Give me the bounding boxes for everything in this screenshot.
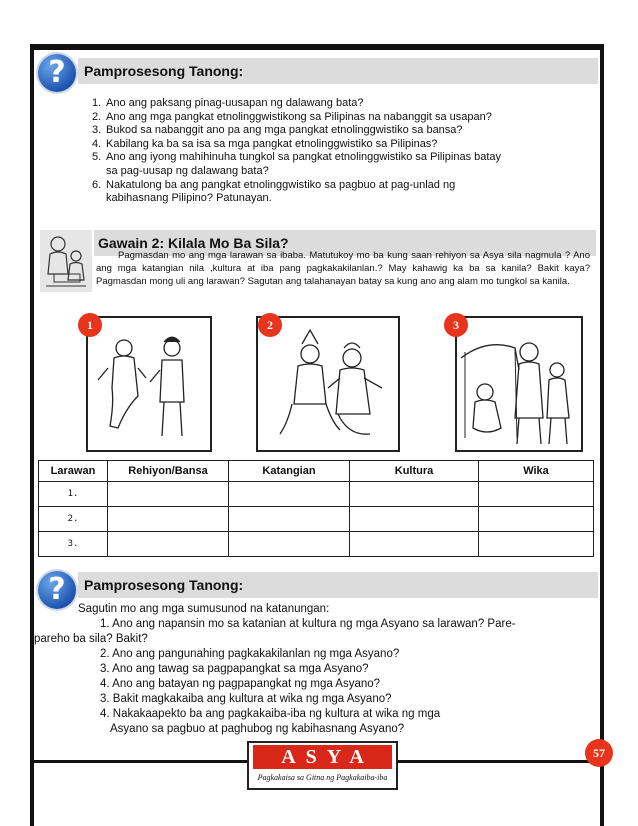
section2-question: 2. Ano ang pangunahing pagkakakilanlan ng mga Asyano? <box>100 648 400 660</box>
asya-logo <box>247 741 398 790</box>
picture-2-number: 2 <box>258 313 282 337</box>
gawain-heading: Gawain 2: Kilala Mo Ba Sila? <box>94 230 596 256</box>
answer-cell[interactable] <box>479 482 594 507</box>
question-item: 4. Kabilang ka ba sa isa sa mga pangkat etnolinggwistiko sa Pilipinas? <box>92 137 438 150</box>
picture-1-frame <box>86 316 212 452</box>
section2-question-1-line2: pareho ba sila? Bakit? <box>34 633 148 645</box>
column-header: Kultura <box>350 461 479 482</box>
question-item: 2. Ano ang mga pangkat etnolinggwistikong sa Pilipinas na nabanggit sa usapan? <box>92 110 492 123</box>
section1-heading: Pamprosesong Tanong: <box>78 58 598 84</box>
section2-question-continued: Asyano sa pagbuo at paghubog ng kabihasnang Asyano? <box>110 723 405 735</box>
table-row <box>39 482 594 507</box>
answer-cell[interactable] <box>350 532 479 557</box>
table-header-row <box>39 461 594 482</box>
section2-question: 3. Ano ang tawag sa pagpapangkat sa mga Asyano? <box>100 663 369 675</box>
answer-table <box>38 460 594 557</box>
row-number: 1. <box>39 482 108 507</box>
logo-title: ASYA <box>253 745 392 769</box>
question-mark-icon: ? <box>38 54 76 92</box>
picture-3-frame <box>455 316 583 452</box>
gawain-instructions: Pagmasdan mo ang mga larawan sa ibaba. Matutukoy mo ba kung saan rehiyon sa Asya sila nagmula ? Ano ang mga katangian nila ,kultura at iba pang pagkakakilanlan.? May kahawig ka ba sa kanila? Bakit kaya? Pagmasdan mong uli ang larawan? Sagutan ang talahanayan batay sa kung ano ang alam mo tungkol sa kanila. <box>96 250 590 287</box>
answer-cell[interactable] <box>108 482 229 507</box>
picture-3-number: 3 <box>444 313 468 337</box>
reading-family-illustration <box>40 230 92 292</box>
section2-heading: Pamprosesong Tanong: <box>78 572 598 598</box>
table-row <box>39 532 594 557</box>
answer-cell[interactable] <box>108 532 229 557</box>
question-item: 6. Nakatulong ba ang pangkat etnolinggwistiko sa pagbuo at pag-unlad ng kabihasnang Pilipino? Patunayan. <box>92 178 456 205</box>
question-item: 5. Ano ang iyong mahihinuha tungkol sa pangkat etnolinggwistiko sa Pilipinas batay sa pag-uusap ng dalawang bata? <box>92 151 502 177</box>
answer-cell[interactable] <box>229 532 350 557</box>
column-header: Wika <box>479 461 594 482</box>
logo-subtitle: Pagkakaisa sa Gitna ng Pagkakaiba-iba <box>257 773 388 782</box>
row-number: 2. <box>39 507 108 532</box>
page-border-top <box>30 44 604 50</box>
page-border-right <box>600 44 604 826</box>
page-border-left <box>30 44 34 826</box>
question-item: 3. Bukod sa nabanggit ano pa ang mga pangkat etnolinggwistiko sa bansa? <box>92 124 463 137</box>
answer-cell[interactable] <box>229 482 350 507</box>
question-item: 1. Ano ang paksang pinag-uusapan ng dalawang bata? <box>92 97 364 109</box>
column-header: Larawan <box>39 461 108 482</box>
answer-cell[interactable] <box>108 507 229 532</box>
column-header: Katangian <box>229 461 350 482</box>
answer-cell[interactable] <box>350 507 479 532</box>
answer-cell[interactable] <box>229 507 350 532</box>
picture-1-number: 1 <box>78 313 102 337</box>
column-header: Rehiyon/Bansa <box>108 461 229 482</box>
answer-cell[interactable] <box>479 532 594 557</box>
picture-2-frame <box>256 316 400 452</box>
section1-questions <box>92 97 512 206</box>
question-mark-icon: ? <box>38 571 76 609</box>
section2-question: 4. Nakakaapekto ba ang pagkakaiba-iba ng kultura at wika ng mga <box>100 708 441 720</box>
answer-cell[interactable] <box>350 482 479 507</box>
page-number: 57 <box>585 739 613 767</box>
section2-question: 4. Ano ang batayan ng pagpapangkat ng mga Asyano? <box>100 678 381 690</box>
section2-intro: Sagutin mo ang mga sumusunod na katanungan: <box>78 603 330 615</box>
section2-question: 3. Bakit magkakaiba ang kultura at wika ng mga Asyano? <box>100 693 392 705</box>
answer-cell[interactable] <box>479 507 594 532</box>
table-row <box>39 507 594 532</box>
row-number: 3. <box>39 532 108 557</box>
section2-question-1-line1: 1. Ano ang napansin mo sa katanian at kultura ng mga Asyano sa larawan? Pare- <box>100 618 516 630</box>
